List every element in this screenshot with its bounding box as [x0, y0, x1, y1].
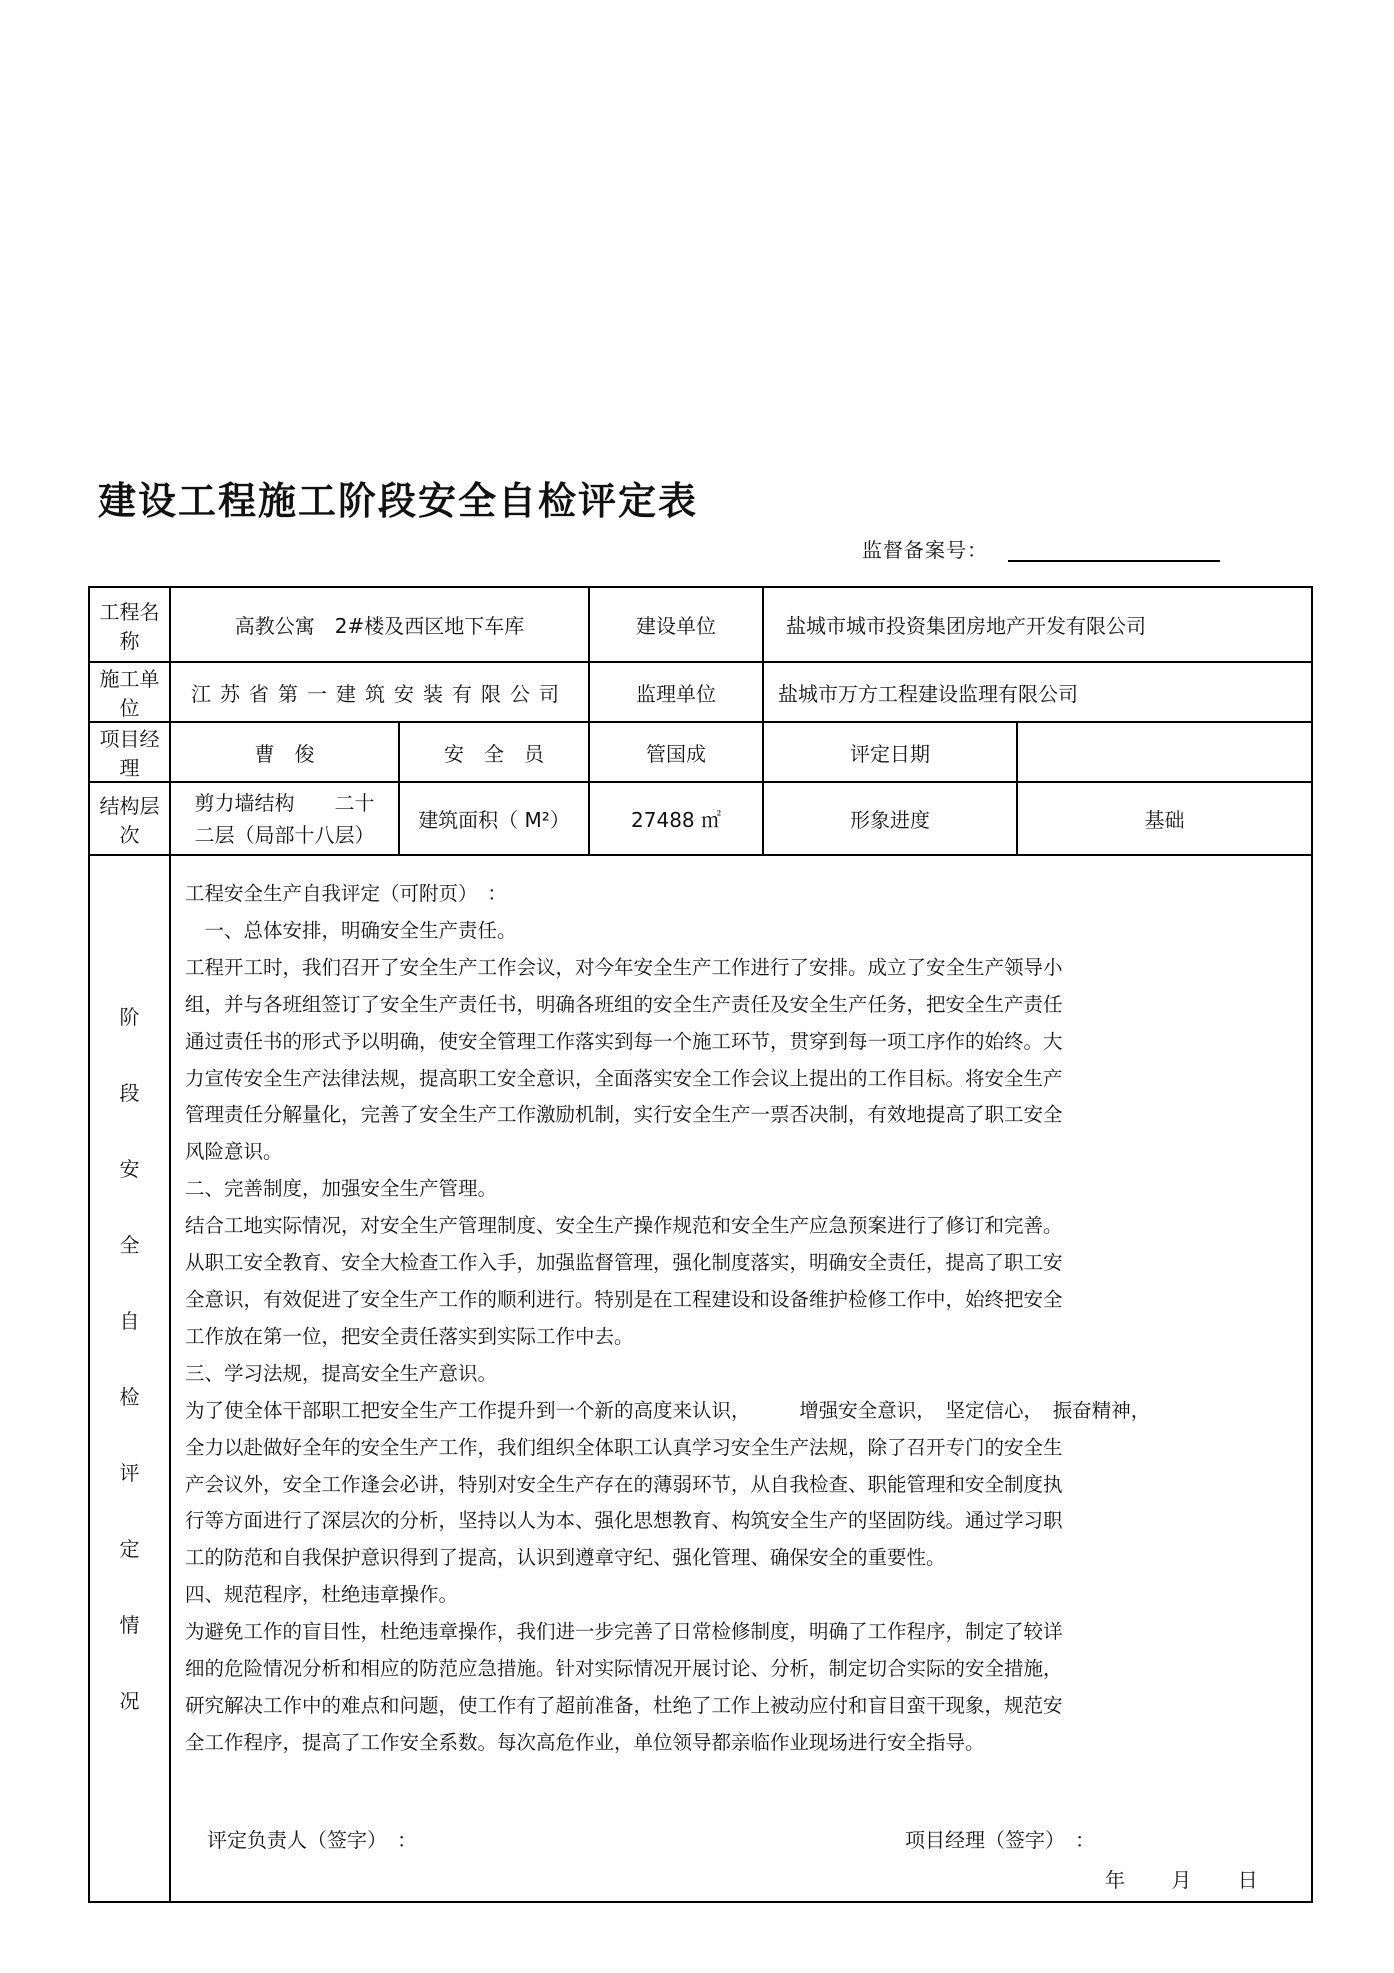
vertical-char: 阶 [119, 1005, 140, 1029]
text-line: 全力以赴做好全年的安全生产工作，我们组织全体职工认真学习安全生产法规，除了召开专门的安全生 [185, 1435, 1063, 1459]
vertical-char: 况 [119, 1689, 140, 1713]
text-line: 全意识，有效促进了安全生产工作的顺利进行。特别是在工程建设和设备维护检修工作中，始终把安全 [185, 1287, 1063, 1311]
structure-value-line-2: 二层（局部十八层） [194, 822, 375, 847]
vertical-char: 段 [119, 1081, 140, 1105]
text-line: 为了使全体干部职工把安全生产工作提升到一个新的高度来认识， 增强安全意识， 坚定信心， 振奋精神， [185, 1398, 1151, 1422]
section-vertical-label [89, 855, 170, 1902]
structure-label: 结构层次 [89, 782, 170, 855]
safety-officer-label: 安 全 员 [399, 722, 589, 782]
text-line: 工程安全生产自我评定（可附页） ： [185, 882, 507, 905]
safety-evaluation-table [88, 586, 1313, 1903]
vertical-char: 定 [119, 1537, 140, 1561]
text-line: 二、完善制度，加强安全生产管理。 [185, 1177, 498, 1201]
manager-signature-label: 项目经理（签字） ： [905, 1828, 1095, 1852]
text-line: 风险意识。 [185, 1140, 283, 1164]
text-line: 细的危险情况分析和相应的防范应急措施。针对实际情况开展讨论、分析，制定切合实际的安全措施， [185, 1657, 1063, 1681]
text-line: 工程开工时，我们召开了安全生产工作会议，对今年安全生产工作进行了安排。成立了安全生产领导小 [185, 955, 1063, 979]
builder-label: 建设单位 [589, 587, 763, 662]
text-line: 行等方面进行了深层次的分析，坚持以人为本、强化思想教育、构筑安全生产的坚固防线。通过学习职 [185, 1509, 1063, 1533]
building-area-label: 建筑面积（ M²） [399, 782, 589, 855]
record-number-field[interactable] [1008, 560, 1220, 562]
structure-value-line-1: 剪力墙结构 二十 [194, 790, 375, 815]
progress-label: 形象进度 [763, 782, 1017, 855]
vertical-char: 全 [119, 1233, 140, 1257]
progress-value[interactable]: 基础 [1017, 782, 1312, 855]
record-number-label: 监督备案号： [862, 538, 988, 562]
text-line: 组，并与各班组签订了安全生产责任书，明确各班组的安全生产责任及安全生产任务，把安全生产责任 [185, 992, 1063, 1016]
builder-value[interactable]: 盐城市城市投资集团房地产开发有限公司 [763, 587, 1312, 662]
text-line: 三、学习法规，提高安全生产意识。 [185, 1361, 498, 1385]
safety-officer-value[interactable]: 管国成 [589, 722, 763, 782]
text-line: 从职工安全教育、安全大检查工作入手，加强监督管理，强化制度落实，明确安全责任，提高了职工安 [185, 1251, 1063, 1275]
text-line: 为避免工作的盲目性，杜绝违章操作，我们进一步完善了日常检修制度，明确了工作程序，制定了较详 [185, 1620, 1063, 1644]
evaluation-date-label: 评定日期 [763, 722, 1017, 782]
vertical-char: 评 [119, 1461, 140, 1485]
signature-date: 年 月 日 [1105, 1868, 1258, 1892]
evaluation-date-value[interactable] [1017, 722, 1312, 782]
vertical-char: 自 [119, 1309, 140, 1333]
structure-value[interactable] [170, 782, 399, 855]
text-line: 产会议外，安全工作逢会必讲，特别对安全生产存在的薄弱环节，从自我检查、职能管理和安全制度执 [185, 1472, 1063, 1496]
supervisor-label: 监理单位 [589, 662, 763, 722]
text-line: 研究解决工作中的难点和问题，使工作有了超前准备，杜绝了工作上被动应付和盲目蛮干现象，规范安 [185, 1693, 1063, 1717]
page-title: 建设工程施工阶段安全自检评定表 [98, 479, 699, 523]
vertical-char: 情 [119, 1613, 140, 1637]
text-line: 工的防范和自我保护意识得到了提高，认识到遵章守纪、强化管理、确保安全的重要性。 [185, 1546, 946, 1570]
evaluator-signature-label: 评定负责人（签字） ： [207, 1828, 417, 1852]
text-line: 四、规范程序，杜绝违章操作。 [185, 1583, 459, 1607]
text-line: 管理责任分解量化，完善了安全生产工作激励机制，实行安全生产一票否决制，有效地提高了职工安全 [185, 1103, 1063, 1127]
text-line: 通过责任书的形式予以明确，使安全管理工作落实到每一个施工环节，贯穿到每一项工序作的始终。大 [185, 1029, 1063, 1053]
building-area-value[interactable]: 27488 ㎡ [589, 782, 763, 855]
text-line: 一、总体安排，明确安全生产责任。 [185, 918, 517, 942]
self-evaluation-content[interactable] [170, 855, 1312, 1902]
project-manager-label: 项目经理 [89, 722, 170, 782]
project-name-label: 工程名称 [89, 587, 170, 662]
project-manager-value[interactable]: 曹 俊 [170, 722, 399, 782]
vertical-char: 检 [119, 1385, 140, 1409]
project-name-value[interactable]: 高教公寓 2#楼及西区地下车库 [170, 587, 589, 662]
contractor-label: 施工单位 [89, 662, 170, 722]
vertical-char: 安 [119, 1157, 140, 1181]
evaluation-text [171, 856, 1311, 1762]
contractor-value[interactable]: 江苏省第一建筑安装有限公司 [170, 662, 589, 722]
text-line: 全工作程序，提高了工作安全系数。每次高危作业，单位领导都亲临作业现场进行安全指导。 [185, 1730, 985, 1754]
text-line: 工作放在第一位，把安全责任落实到实际工作中去。 [185, 1324, 634, 1348]
text-line: 结合工地实际情况，对安全生产管理制度、安全生产操作规范和安全生产应急预案进行了修订和完善。 [185, 1214, 1063, 1238]
supervisor-value[interactable]: 盐城市万方工程建设监理有限公司 [763, 662, 1312, 722]
text-line: 力宣传安全生产法律法规，提高职工安全意识，全面落实安全工作会议上提出的工作目标。将安全生产 [185, 1066, 1063, 1090]
